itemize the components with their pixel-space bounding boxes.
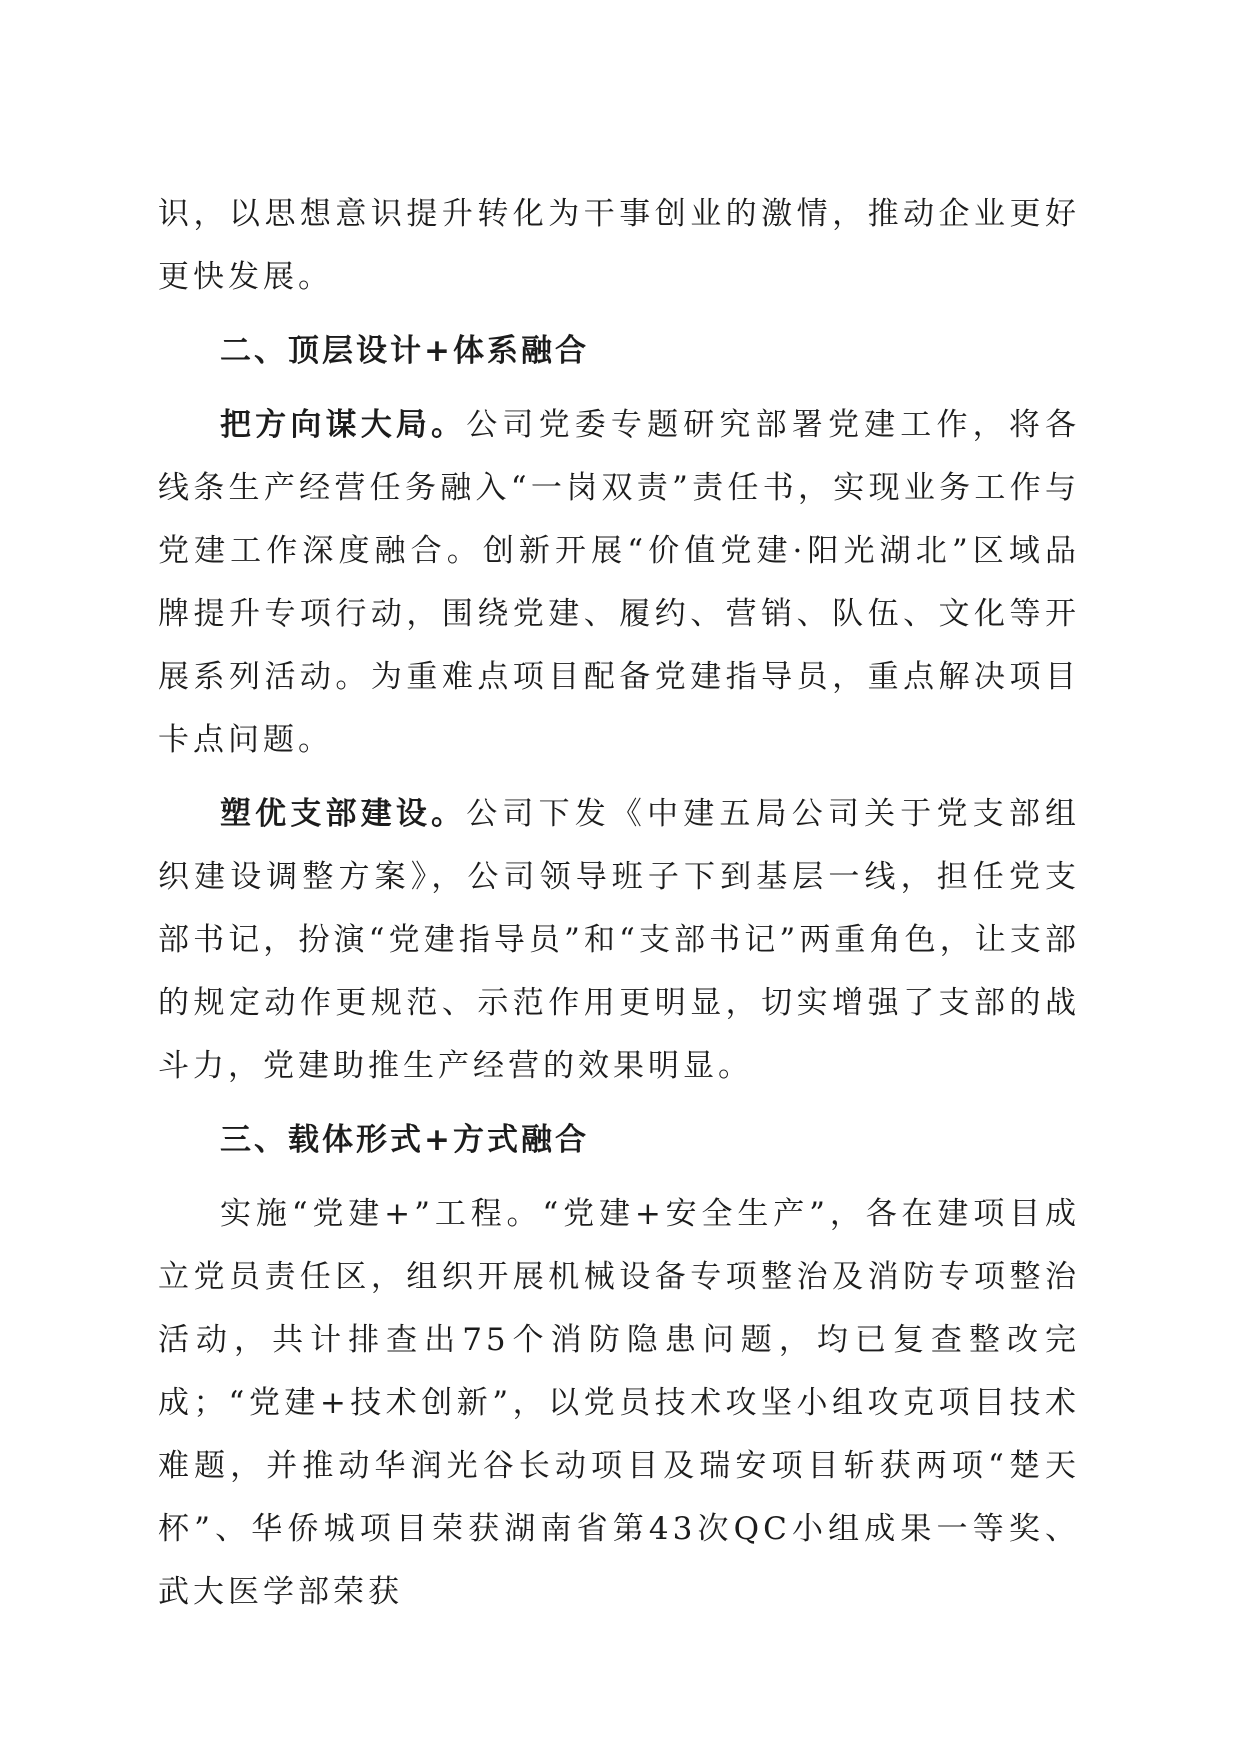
section-heading-3: 三、载体形式+方式融合 — [220, 1122, 589, 1158]
paragraph-branch — [158, 783, 1080, 1098]
paragraph-body-direction: 公司党委专题研究部署党建工作，将各线条生产经营任务融入“一岗双责”责任书，实现业务工作与党建工作深度融合。创新开展“价值党建·阳光湖北”区域品牌提升专项行动，围绕党建、履约、营销、队伍、文化等开展系列活动。为重难点项目配备党建指导员，重点解决项目卡点问题。 — [158, 407, 1080, 758]
paragraph-body-branch: 公司下发《中建五局公司关于党支部组织建设调整方案》，公司领导班子下到基层一线，担任党支部书记，扮演“党建指导员”和“支部书记”两重角色，让支部的规定动作更规范、示范作用更明显，切实增强了支部的战斗力，党建助推生产经营的效果明显。 — [158, 796, 1080, 1084]
section-heading-2: 二、顶层设计+体系融合 — [220, 333, 589, 369]
paragraph-lead-branch: 塑优支部建设。 — [220, 796, 467, 832]
paragraph-party-building-plus: 实施“党建+”工程。“党建+安全生产”，各在建项目成立党员责任区，组织开展机械设备专项整治及消防专项整治活动，共计排查出75个消防隐患问题，均已复查整改完成；“党建+技术创新”，以党员技术攻坚小组攻克项目技术难题，并推动华润光谷长动项目及瑞安项目斩获两项“楚天杯”、华侨城项目荣获湖南省第43次QC小组成果一等奖、武大医学部荣获 — [158, 1196, 1080, 1610]
paragraph-lead-direction: 把方向谋大局。 — [220, 407, 467, 443]
paragraph-direction — [158, 394, 1080, 772]
paragraph-continuation: 识，以思想意识提升转化为干事创业的激情，推动企业更好更快发展。 — [158, 196, 1080, 295]
